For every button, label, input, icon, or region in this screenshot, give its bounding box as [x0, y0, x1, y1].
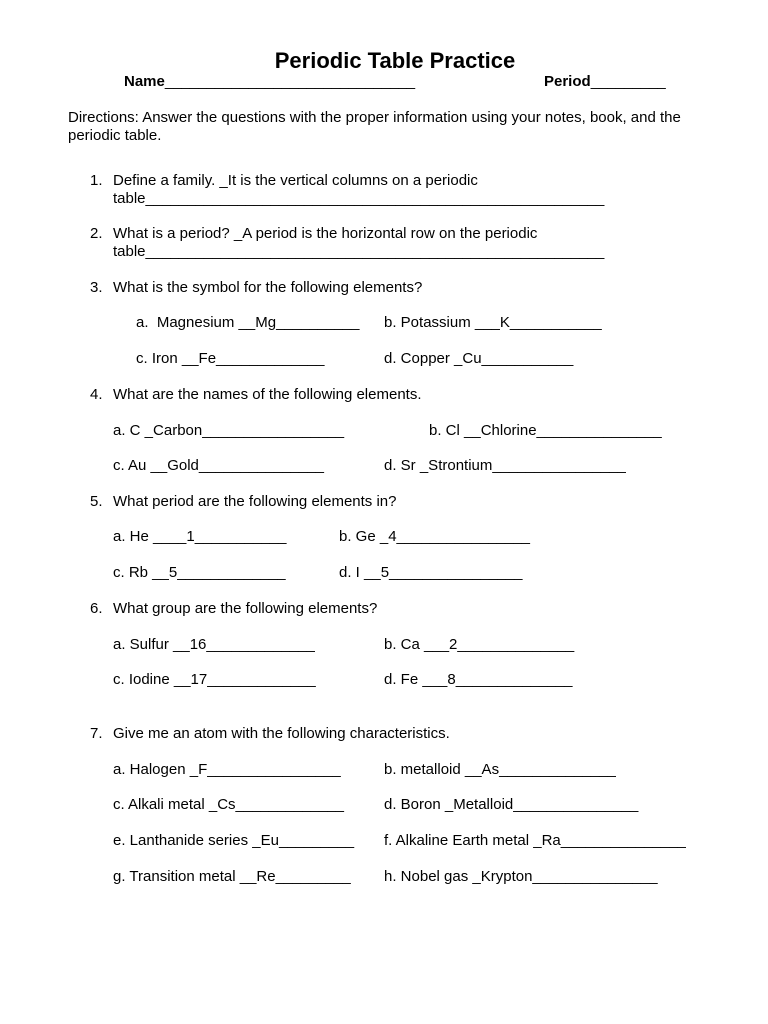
- q4-text: What are the names of the following elements.: [113, 386, 422, 403]
- q6-number: 6.: [90, 600, 103, 617]
- name-blank: ______________________________: [164, 73, 416, 90]
- page-title: Periodic Table Practice: [274, 48, 516, 73]
- q3-number: 3.: [90, 279, 103, 296]
- q7-answer-g: g. Transition metal __Re_________: [113, 868, 351, 885]
- q3-answer-a: a. Magnesium __Mg__________: [136, 314, 360, 331]
- q7-answer-f: f. Alkaline Earth metal _Ra_______________: [384, 832, 686, 849]
- q6-answer-d: d. Fe ___8______________: [384, 671, 573, 688]
- q3-answer-c: c. Iron __Fe_____________: [136, 350, 325, 367]
- name-field: [124, 73, 415, 91]
- q6-answer-b: b. Ca ___2______________: [384, 636, 575, 653]
- q2-line-1: What is a period? _A period is the horizontal row on the periodic: [113, 225, 538, 242]
- q7-answer-c: c. Alkali metal _Cs_____________: [113, 796, 344, 813]
- q5-answer-a: a. He ____1___________: [113, 528, 287, 545]
- q2-line-2: table_______________________________________________________: [113, 243, 605, 260]
- q4-answer-a: a. C _Carbon_________________: [113, 422, 345, 439]
- q3-text: What is the symbol for the following elements?: [113, 279, 423, 296]
- period-blank: _________: [590, 73, 666, 90]
- directions-line-1: Directions: Answer the questions with the proper information using your notes, book, and the: [68, 109, 681, 126]
- q2-number: 2.: [90, 225, 103, 242]
- name-label: Name: [124, 73, 165, 90]
- q3-answer-b: b. Potassium ___K___________: [384, 314, 602, 331]
- q6-text: What group are the following elements?: [113, 600, 378, 617]
- q4-answer-d: d. Sr _Strontium________________: [384, 457, 626, 474]
- q1-line-1: Define a family. _It is the vertical columns on a periodic: [113, 172, 478, 189]
- period-field: [544, 73, 666, 91]
- q4-number: 4.: [90, 386, 103, 403]
- q5-answer-c: c. Rb __5_____________: [113, 564, 286, 581]
- q7-answer-b: b. metalloid __As______________: [384, 761, 616, 778]
- q4-answer-c: c. Au __Gold_______________: [113, 457, 325, 474]
- q7-answer-h: h. Nobel gas _Krypton_______________: [384, 868, 658, 885]
- q7-text: Give me an atom with the following characteristics.: [113, 725, 450, 742]
- q5-answer-d: d. I __5________________: [339, 564, 523, 581]
- directions-line-2: periodic table.: [68, 127, 162, 144]
- q7-number: 7.: [90, 725, 103, 742]
- q7-answer-e: e. Lanthanide series _Eu_________: [113, 832, 355, 849]
- q7-answer-a: a. Halogen _F________________: [113, 761, 341, 778]
- q6-answer-c: c. Iodine __17_____________: [113, 671, 316, 688]
- q1-line-2: table_______________________________________________________: [113, 190, 605, 207]
- q5-number: 5.: [90, 493, 103, 510]
- q1-number: 1.: [90, 172, 103, 189]
- q5-text: What period are the following elements in?: [113, 493, 397, 510]
- period-label: Period: [544, 73, 591, 90]
- q4-answer-b: b. Cl __Chlorine_______________: [429, 422, 662, 439]
- q5-answer-b: b. Ge _4________________: [339, 528, 531, 545]
- q3-answer-d: d. Copper _Cu___________: [384, 350, 574, 367]
- q7-answer-d: d. Boron _Metalloid_______________: [384, 796, 639, 813]
- q6-answer-a: a. Sulfur __16_____________: [113, 636, 315, 653]
